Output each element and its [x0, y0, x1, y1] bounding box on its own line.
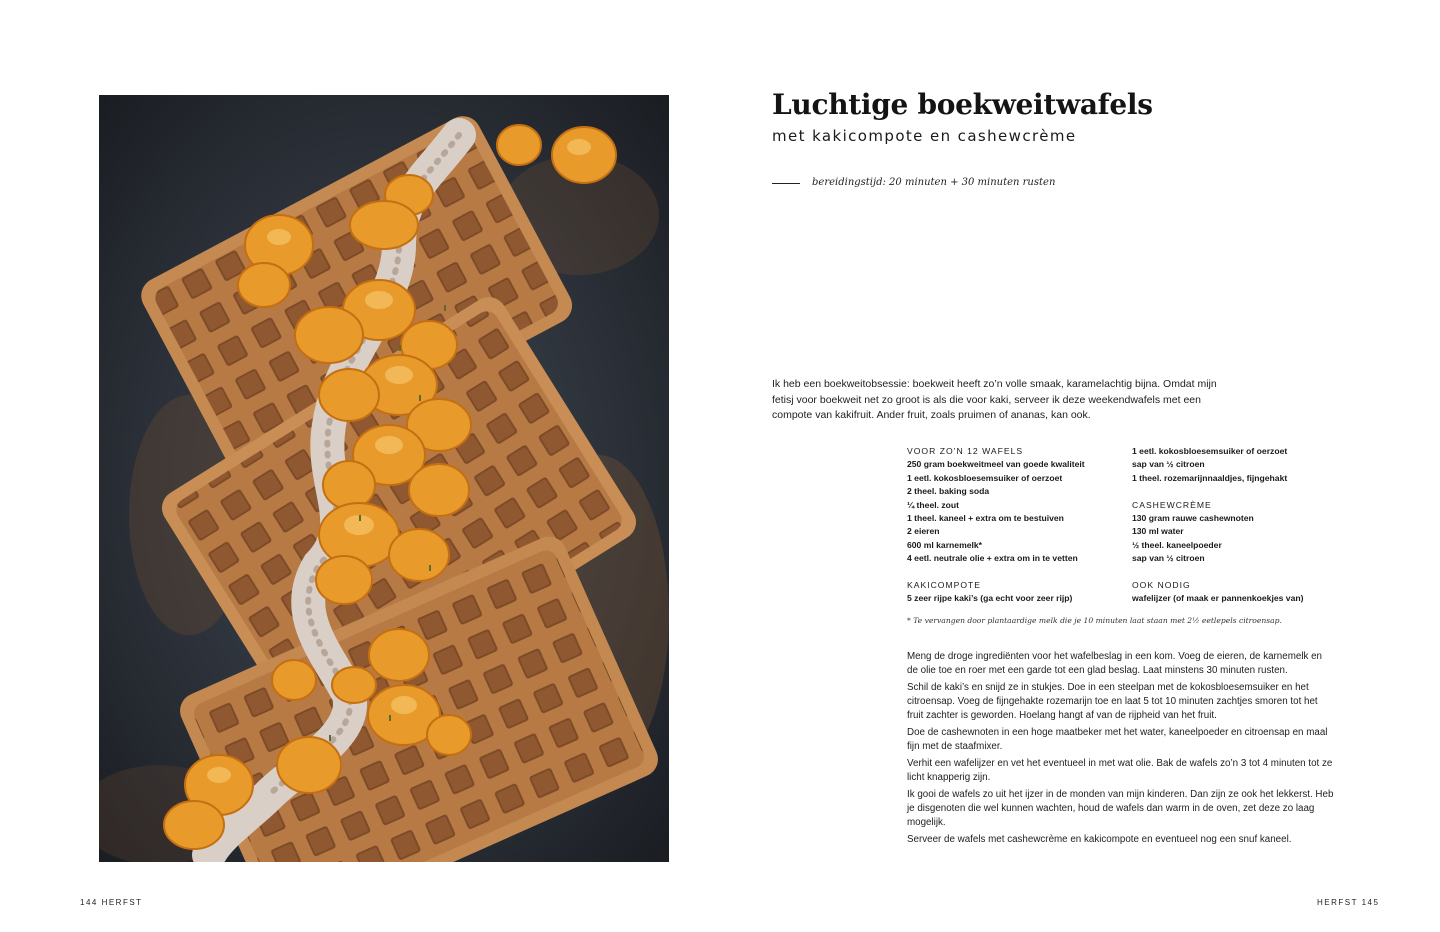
- method-step: Meng de droge ingrediënten voor het wafelbeslag in een kom. Voeg de eieren, de karnemelk en de olie toe en roer met een garde tot een glad beslag. Laat minstens 30 minuten rusten.: [907, 651, 1323, 676]
- spacer: [907, 566, 1085, 579]
- ingredients-heading-wafels: VOOR ZO’N 12 WAFELS: [907, 446, 1024, 456]
- ingredient-item: 130 gram rauwe cashewnoten: [1132, 513, 1254, 524]
- ingredients-heading-ook-nodig: OOK NODIG: [1132, 580, 1191, 591]
- ingredients-heading-kakicompote: KAKICOMPOTE: [907, 580, 982, 591]
- spacer: [1132, 566, 1303, 579]
- method-step: Schil de kaki’s en snijd ze in stukjes. Doe in een steelpan met de kokosbloesemsuiker en het citroensap. Voeg de fijngehakte rozemarijn toe en laat 5 tot 10 minuten zachtjes smoren tot het fruit zachter is geworden. Hoelang hangt af van de rijpheid van het fruit.: [907, 682, 1318, 721]
- ingredient-item: sap van ½ citroen: [1132, 459, 1205, 470]
- ingredient-item: 4 eetl. neutrale olie + extra om in te vetten: [907, 553, 1078, 564]
- page-number-left: 144 HERFST: [80, 898, 143, 907]
- method-step: Serveer de wafels met cashewcrème en kakicompote en eventueel nog een snuf kaneel.: [907, 834, 1292, 845]
- ingredient-item: ¼ theel. zout: [907, 499, 960, 510]
- intro-text: Ik heb een boekweitobsessie: boekweit heeft zo’n volle smaak, karamelachtig bijna. Omdat mijn fetisj voor boekweit net zo groot is als die voor kaki, serveer ik deze weekendwafels met een compote van kakifruit. Ander fruit, zoals pruimen of ananas, kan ook.: [772, 378, 1217, 421]
- prep-time: bereidingstijd: 20 minuten + 30 minuten rusten: [812, 177, 1056, 188]
- ingredient-item: ½ theel. kaneelpoeder: [1132, 539, 1222, 550]
- ingredient-item: 600 ml karnemelk*: [907, 539, 983, 550]
- ingredient-item: 2 theel. baking soda: [907, 486, 990, 497]
- ingredient-item: 1 theel. kaneel + extra om te bestuiven: [907, 513, 1064, 524]
- method-step: Doe de cashewnoten in een hoge maatbeker met het water, kaneelpoeder en citroensap en maal fijn met de staafmixer.: [907, 727, 1328, 752]
- ingredient-item: 1 eetl. kokosbloesemsuiker of oerzoet: [907, 472, 1063, 483]
- method-steps: [907, 650, 1335, 850]
- ingredient-item: 1 eetl. kokosbloesemsuiker of oerzoet: [1132, 446, 1288, 456]
- ingredient-item: 130 ml water: [1132, 526, 1184, 537]
- ingredient-item: 5 zeer rijpe kaki’s (ga echt voor zeer rijp): [907, 593, 1073, 604]
- ingredient-item: 1 theel. rozemarijnnaaldjes, fijngehakt: [1132, 472, 1288, 483]
- method-step: Verhit een wafelijzer en vet het eventueel in met wat olie. Bak de wafels zo’n 3 tot 4 minuten tot ze licht knapperig zijn.: [907, 758, 1333, 783]
- page-number-right: HERFST 145: [1317, 898, 1380, 907]
- prep-time-rule: [772, 183, 800, 184]
- recipe-photo: [99, 95, 669, 862]
- ingredient-item: 250 gram boekweitmeel van goede kwaliteit: [907, 459, 1085, 470]
- ingredients-left-column: [907, 445, 1085, 606]
- recipe-title: Luchtige boekweitwafels: [772, 88, 1153, 121]
- ingredient-item: sap van ½ citroen: [1132, 553, 1205, 564]
- ingredients-right-column: [1132, 445, 1303, 606]
- ingredient-item: 2 eieren: [907, 526, 940, 537]
- ingredient-item: wafelijzer (of maak er pannenkoekjes van): [1132, 593, 1304, 604]
- footnote: * Te vervangen door plantaardige melk die je 10 minuten laat staan met 2½ eetlepels citroensap.: [907, 616, 1282, 625]
- method-step: Ik gooi de wafels zo uit het ijzer in de monden van mijn kinderen. Dan zijn ze ook het lekkerst. Heb je disgenoten die wel kunnen wachten, houd de wafels dan warm in de oven, zet deze zo laag mogelijk.: [907, 789, 1334, 828]
- recipe-subtitle: met kakicompote en cashewcrème: [772, 127, 1077, 145]
- ingredients-heading-cashewcreme: CASHEWCRÈME: [1132, 499, 1212, 510]
- spacer: [1132, 485, 1303, 498]
